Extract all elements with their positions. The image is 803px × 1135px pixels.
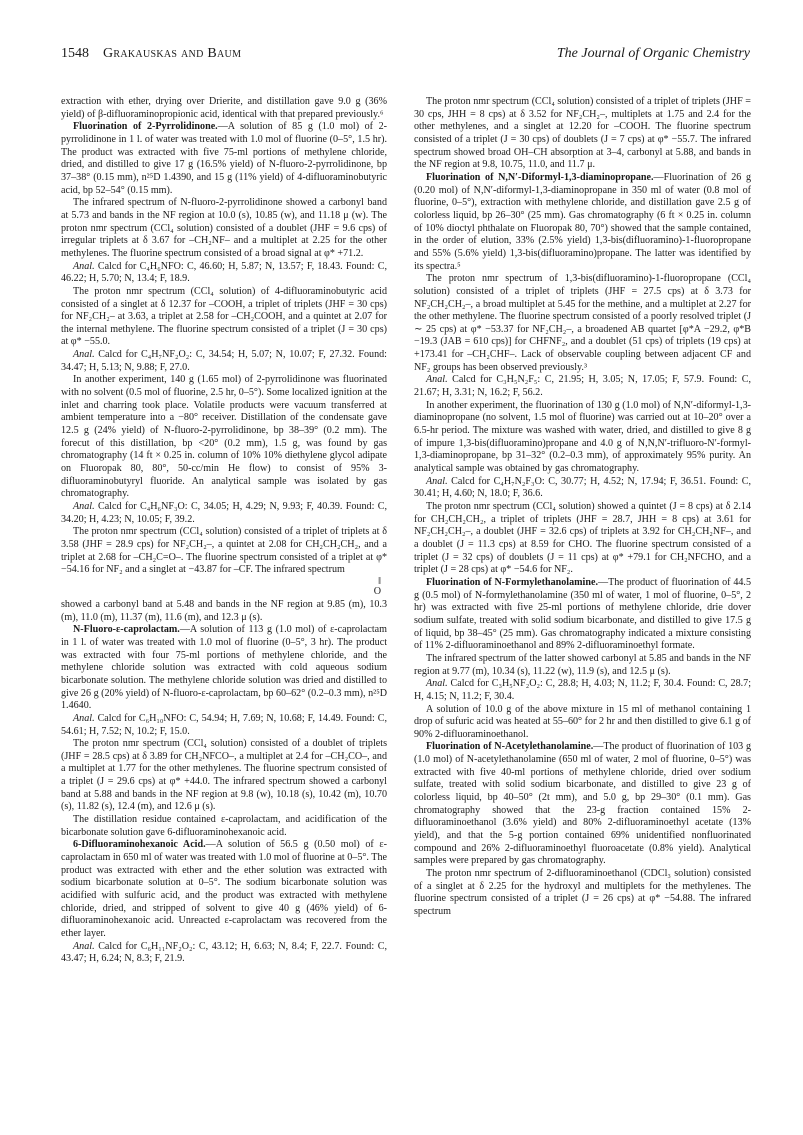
paragraph-text: In another experiment, the fluorination of 130 g (1.0 mol) of N,N′-diformyl-1,3-diaminopropane (no solvent, 1.5 mol of fluorine) was carried out at 10–20° over a 6.5-hr period. The mixture was washed with water, dried, and distilled to give 8 g of impure 1,3-bis(difluoramino)propane and 4.0 g of N,N,N′-trifluoro-N′-formyl-1,3-diaminopropane, bp 31–32° (0.2–0.3 mm), of approximately 95% purity. An analytical sample was obtained by gas chromatography. (414, 399, 751, 475)
paragraph (61, 197, 387, 260)
paragraph-text: —A solution of 85 g (1.0 mol) of 2-pyrrolidinone in 1 l. of water was treated with 1.0 mol of fluorine (0–5°, 1.5 hr). The product was extracted with five 75-ml portions of methylene chloride, dried, and distilled to give 17 g (16.5% yield) of N-fluoro-2-pyrrolidinone, bp 37–38° (0.15 mm), n²⁵D 1.4390, and 15 g (11% yield) of 4-difluoraminobutyric acid, bp 52–54° (0.15 mm). (61, 121, 387, 196)
paragraph-text: The proton nmr spectrum (CCl₄ solution) consisted of a triplet of triplets (JHF = 30 cps, JHH = 8 cps) at δ 3.52 for NF₂CH₂–, multiplets at 1.75 and 2.4 for the other methylenes, and a singlet at 12.20 for –COOH. The fluorine spectrum consisted of a triplet (J = 30 cps) of doublets (J = 7 cps) at φ* −55.7. The infrared spectrum showed broad OH–CH absorption at 3–4, carbonyl at 5.88, and bands in the NF region at 9.8, 10.75, 11.0, and 11.7 μ. (414, 96, 751, 171)
paragraph (414, 678, 751, 703)
analysis-label: Anal. (426, 475, 448, 487)
analysis-label: Anal. (426, 678, 448, 690)
paragraph-text: —Fluorination of 26 g (0.20 mol) of N,N′-diformyl-1,3-diaminopropane in 350 ml of water (0.8 mol of fluorine, 0–5°), extraction with methylene chloride, and distillation gave 2.5 g of colorless liquid, bp 26–30° (25 mm). Gas chromatography (6 ft × 0.25 in. column of 10% dioctyl phthalate on Fluoropak 80, 70°) showed that the sample contained, in the order of elution, 33% (2.5% yield) 1,3-bis(difluoramino)-1-fluoropropane and 55% (5.6% yield) 1,3-bis(difluoramino)propane. The latter was identified by its spectra.⁵ (414, 171, 751, 272)
paragraph (61, 941, 387, 966)
paragraph (61, 286, 387, 349)
paragraph (414, 374, 751, 399)
paragraph (414, 741, 751, 868)
paragraph-text: Calcd for C₃H₅NF₂O₂: C, 28.8; H, 4.03; N, 11.2; F, 30.4. Found: C, 28.7; H, 4.15; N, 11.2; F, 30.4. (414, 678, 751, 702)
paragraph (414, 868, 751, 919)
paragraph-text: The infrared spectrum of N-fluoro-2-pyrrolidinone showed a carbonyl band at 5.73 and bands in the NF region at 10.0 (s), 10.85 (w), and 11.18 μ (w). The proton nmr spectrum (CCl₄ solution) consisted of a doublet (JHF = 9.6 cps) of irregular triplets at δ 3.67 for –CH₂NF– and a multiplet at 2.25 for the other methylenes. The fluorine spectrum consisted of a broad signal at φ* +71.2. (61, 197, 387, 259)
formula-text: ‖ O (373, 575, 381, 597)
analysis-label: Anal. (73, 940, 95, 952)
paragraph-text: —The product of fluorination of 103 g (1.0 mol) of N-acetylethanolamine (650 ml of water, 2 mol of fluorine, 0–5°) was extracted with five 40-ml portions of methylene chloride, dried over sodium sulfate, treated with solid sodium bicarbonate, and distilled to give 23 g of colorless liquid, bp 40–50° (2t mm), and 5.0 g, bp 29–30° (0.1 mm). Gas chromatography showed that the 23-g fraction contained 15% 2-difluoraminoethanol (3.6% yield) and 80% 2-difluoraminoethyl acetate (13% yield), and that the 5-g portion contained 69% unidentified nonfluorinated compound and 26% 2-difluoraminoethyl fluoroacetate (0.8% yield). Analytical samples were prepared by gas chromatography. (414, 741, 751, 867)
paragraph-text: Calcd for C₄H₆NF₃O: C, 34.05; H, 4.29; N, 9.93; F, 40.39. Found: C, 34.20; H, 4.23; N, 10.05; F, 39.2. (61, 501, 387, 525)
paragraph (61, 349, 387, 374)
section-heading: Fluorination of N-Formylethanolamine. (426, 576, 598, 588)
paragraph (414, 476, 751, 501)
header-left (61, 46, 241, 62)
paragraph-text: Calcd for C₄H₇N₂F₃O: C, 30.77; H, 4.52; N, 17.94; F, 36.51. Found: C, 30.41; H, 4.60; N, 18.0; F, 36.6. (414, 475, 751, 500)
page-number: 1548 (61, 46, 89, 61)
paragraph-text: —A solution of 113 g (1.0 mol) of ε-caprolactam in 1 l. of water was treated with 1.0 mol of fluorine (0–5°, 3 hr). The product was extracted with four 75-ml portions of methylene chloride, and the methylene chloride solution was extracted with cold aqueous sodium bicarbonate solution. The methylene chloride solution was dried and distilled to give 26 g (20% yield) of N-fluoro-ε-caprolactam, bp 60–62° (0.2–0.3 mm), n²⁵D 1.4640. (61, 624, 387, 712)
page-header (61, 46, 750, 72)
paragraph-text: —The product of fluorination of 44.5 g (0.5 mol) of N-formylethanolamine (350 ml of water, 1 mol of fluorine, 0–5°, 2 hr) was extracted with five 25-ml portions of methylene chloride, drie dover sodium sulfate, treated with solid sodium bicarbonate, and distilled to give 17.5 g of liquid, bp 38–45° (25 mm). Gas chromatography indicated a mixture consisting of 11% 2-difluoraminoethanol and 89% 2-difluoraminoethyl formate. (414, 576, 751, 652)
analysis-label: Anal. (426, 374, 448, 386)
section-heading: Fluorination of N-Acetylethanolamine. (426, 741, 594, 753)
paragraph-text: The proton nmr spectrum (CCl₄ solution) consisted of a triplet of triplets at δ 3.58 (JHF = 28.9 cps) for NF₂CH₂–, a quintet at 2.08 for CH₂CH₂CH₂, and a triplet at 2.68 for –CH₂C=O–. The fluorine spectrum consisted of a triplet at φ* −54.16 for NF₂ and a singlet at −43.87 for –CF. The infrared spectrum (61, 526, 387, 576)
paragraph (61, 599, 387, 624)
paragraph (414, 653, 751, 678)
paragraph (61, 261, 387, 286)
right-column (414, 96, 751, 1116)
paragraph (61, 624, 387, 713)
paragraph (414, 96, 751, 172)
paragraph-text: Calcd for C₆H₁₀NFO: C, 54.94; H, 7.69; N, 10.68; F, 14.49. Found: C, 54.61; H, 7.52; N, 10.2; F, 15.0. (61, 712, 387, 737)
paragraph-text: Calcd for C₃H₅N₂F₅: C, 21.95; H, 3.05; N, 17.05; F, 57.9. Found: C, 21.67; H, 3.31; N, 16.2; F, 56.2. (414, 374, 751, 399)
paragraph (61, 526, 387, 577)
left-column (61, 96, 387, 1116)
formula-fragment (61, 577, 387, 599)
paragraph-text: The distillation residue contained ε-caprolactam, and acidification of the bicarbonate solution gave 6-difluoraminohexanoic acid. (61, 814, 387, 838)
paragraph-text: A solution of 10.0 g of the above mixture in 15 ml of methanol containing 1 drop of sufuric acid was heated at 55–60° for 2 hr and then distilled to give 6.1 g of 90% 2-difluoraminoethanol. (414, 703, 751, 740)
paragraph-text: showed a carbonyl band at 5.48 and bands in the NF region at 9.85 (m), 10.3 (m), 11.0 (m), 11.37 (m), 11.6 (m), and 12.3 μ (s). (61, 598, 387, 623)
paragraph-text: The proton nmr spectrum (CCl₄ solution) showed a quintet (J = 8 cps) at δ 2.14 for CH₂CH₂CH₂, a triplet of triplets (JHF = 28.7, JHH = 8 cps) at 3.61 for NF₂CH₂CH₂–, a doublet (JHF = 32.6 cps) of triplets at 3.92 for CH₂CH₂NF–, and a doublet (J = 11.3 cps) at 8.59 for CHO. The fluorine spectrum consisted of a triplet (J = 32 cps) of doublets (J = 11 cps) at φ* +79.1 for CH₂NFCHO, and a triplet (J = 28 cps) at φ* −54.6 for NF₂. (414, 501, 751, 576)
paragraph-text: The proton nmr spectrum (CCl₄ solution) consisted of a doublet of triplets (JHF = 28.5 cps) at δ 3.89 for CH₂NFCO–, a multiplet at 2.4 for –CH₂CO–, and a multiplet at 1.77 for the other methylenes. The fluorine spectrum consisted of a triplet (J = 29.6 cps) at φ* +44.0. The infrared spectrum showed a carbonyl band at 5.88 and bands in the NF region at 9.8 (w), 10.18 (s), 10.42 (m), 10.70 (s), 11.82 (s), 12.4 (m), and 12.6 μ (s). (61, 738, 387, 813)
analysis-label: Anal. (73, 712, 95, 724)
section-heading: Fluorination of N,N′-Diformyl-1,3-diaminopropane. (426, 171, 654, 183)
paragraph (414, 172, 751, 273)
paragraph (414, 577, 751, 653)
paragraph (414, 400, 751, 476)
paragraph-text: —A solution of 56.5 g (0.50 mol) of ε-caprolactam in 650 ml of water was treated with 1.0 mol of fluorine at 0–5°. The product was extracted with ether and the ether solution was extracted with sodium bicarbonate solution at 0–5°. The sodium bicarbonate solution was acidified with sulfuric acid, and the product was extracted with methylene chloride, dried, and stripped of solvent to give 40 g (46% yield) of 6-difluoraminohexanoic acid. Unreacted ε-caprolactam was recovered from the ether layer. (61, 839, 387, 939)
paragraph-text: Calcd for C₄H₇NF₂O₂: C, 34.54; H, 5.07; N, 10.07; F, 27.32. Found: 34.47; H, 5.13; N, 9.88; F, 27.0. (61, 349, 387, 373)
paragraph (414, 501, 751, 577)
paragraph-text: The proton nmr spectrum of 2-difluoraminoethanol (CDCl₃ solution) consisted of a singlet at δ 2.25 for the hydroxyl and multiplets for the methylenes. The fluorine spectrum consisted of a triplet (J = 26 cps) at φ* −54.88. The infrared spectrum (414, 868, 751, 917)
section-heading: N-Fluoro-ε-caprolactam. (73, 624, 180, 636)
paragraph (414, 273, 751, 374)
paragraph (61, 374, 387, 501)
journal-title: The Journal of Organic Chemistry (556, 46, 750, 61)
analysis-label: Anal. (73, 349, 95, 361)
paragraph-text: In another experiment, 140 g (1.65 mol) of 2-pyrrolidinone was fluorinated with no solvent (0.5 mol of fluorine, 2.5 hr, 0–5°). Some localized ignition at the inlet and charring took place. Volatile products were vacuum transferred at ambient temperature into a −80° receiver. Distillation of the condensate gave 12.5 g (24% yield) of N-fluoro-2-pyrrolidinone, bp 38–39° (0.2 mm). The forecut of this distillation, bp <20° (0.2 mm), 1.5 g, was found by gas chromatography (14 ft × 0.25 in. column of 10% 10% diethylene glycol adipate on Fluoropak 80, 80°, 50-cc/min He flow) to consist of 95% 3-difluoraminobutyryl fluoride. An analytical sample was isolated by gas chromatography. (61, 374, 387, 500)
paragraph (61, 121, 387, 197)
analysis-label: Anal. (73, 260, 95, 272)
analysis-label: Anal. (73, 501, 95, 512)
paragraph (61, 96, 387, 121)
running-authors: Grakauskas and Baum (103, 46, 242, 61)
section-heading: 6-Difluoraminohexanoic Acid. (73, 839, 206, 851)
paragraph-text: The proton nmr spectrum (CCl₄ solution) of 4-difluoraminobutyric acid consisted of a singlet at δ 12.37 for –COOH, a triplet of triplets (JHF = 30 cps) for NF₂CH₂– at 3.63, a triplet at 2.58 for –CH₂COOH, and a quintet at 2.07 for the internal methylene. The fluorine spectrum consisted of a triplet (J = 30 cps) at φ* −55.0. (61, 285, 387, 348)
paragraph (414, 704, 751, 742)
paragraph-text: Calcd for C₆H₁₁NF₂O₂: C, 43.12; H, 6.63; N, 8.4; F, 22.7. Found: C, 43.47; H, 6.24; N, 8.3; F, 21.9. (61, 940, 387, 965)
paragraph (61, 501, 387, 526)
paragraph-text: The infrared spectrum of the latter showed carbonyl at 5.85 and bands in the NF region at 9.77 (m), 10.34 (s), 11.22 (w), 11.9 (s), and 12.5 μ (s). (414, 652, 751, 677)
paragraph-text: Calcd for C₄H₆NFO: C, 46.60; H, 5.87; N, 13.57; F, 18.43. Found: C, 46.22; H, 5.70; N, 13.4; F, 18.9. (61, 260, 387, 285)
paragraph (61, 738, 387, 814)
section-heading: Fluorination of 2-Pyrrolidinone. (73, 121, 218, 133)
paragraph-text: The proton nmr spectrum of 1,3-bis(difluoramino)-1-fluoropropane (CCl₄ solution) consisted of a triplet of triplets (JHF = 27.5 cps) at δ 3.73 for NF₂CH₂CH₂–, a broad multiplet at 5.45 for the methine, and a multiplet at 2.27 for the other methylene. The fluorine spectrum consisted of a poorly resolved triplet (J ∼ 25 cps) at φ* −53.37 for NF₂CH₂–, a broadened AB quartet [φ*A −29.2, φ*B −19.3 (JAB = 610 cps)] for CHFNF₂, and a doublet (51 cps) of triplets (19 cps) at +173.41 for –CH₂CHF–. Lack of observable coupling between adjacent CF and NF₂ groups has been observed previously.³ (414, 273, 751, 373)
paragraph (61, 839, 387, 940)
paragraph (61, 814, 387, 839)
paragraph-text: extraction with ether, drying over Drierite, and distillation gave 9.0 g (36% yield) of β-difluoraminopropionic acid, identical with that prepared previously.⁶ (61, 96, 387, 120)
paragraph (61, 713, 387, 738)
